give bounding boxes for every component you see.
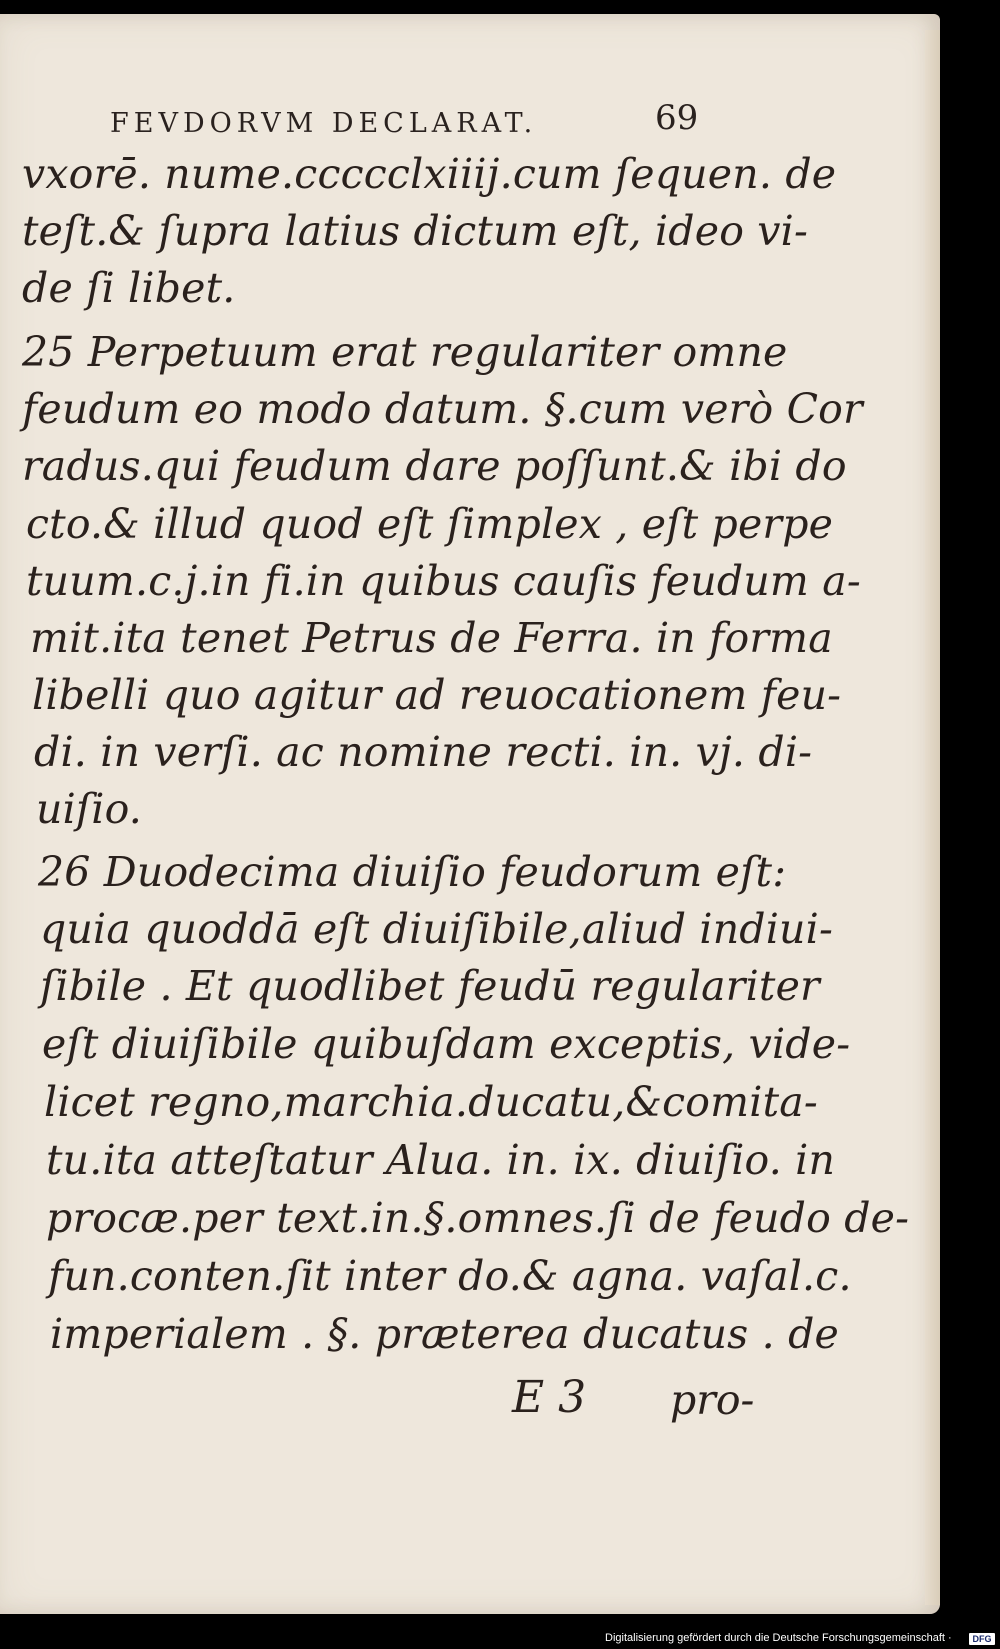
page-number: 69: [655, 98, 699, 138]
text-line: feudum eo modo datum. §.cum verò Cor: [22, 385, 863, 433]
funding-credit: Digitalisierung gefördert durch die Deutsche Forschungsgemeinschaft ·: [605, 1632, 952, 1644]
text-line: de ſi libet.: [22, 264, 236, 312]
text-line: cto.& illud quod eſt ſimplex , eſt perpe: [26, 500, 834, 548]
text-line: 26 Duodecima diuiſio feudorum eſt:: [38, 848, 787, 896]
text-line: uiſio.: [36, 785, 143, 833]
text-line: tuum.c.j.in fi.in quibus cauſis feudum a-: [26, 557, 861, 605]
text-line: di. in verſi. ac nomine recti. in. vj. di-: [34, 728, 813, 776]
signature-mark: E 3: [512, 1372, 587, 1423]
text-line: procæ.per text.in.§.omnes.ſi de feudo de-: [46, 1194, 910, 1242]
running-head: FEVDORVM DECLARAT.: [110, 108, 538, 139]
text-line: vxorē. nume.ccccclxiiij.cum ſequen. de: [22, 150, 837, 198]
text-line: eſt diuiſibile quibuſdam exceptis, vide-: [42, 1020, 851, 1068]
text-line: licet regno,marchia.ducatu,&comita-: [44, 1078, 818, 1126]
text-line: quia quoddā eſt diuiſibile,aliud indiui-: [40, 905, 834, 953]
text-line: radus.qui feudum dare poſſunt.& ibi do: [22, 442, 847, 490]
text-line: 25 Perpetuum erat regulariter omne: [22, 328, 788, 376]
text-line: imperialem . §. præterea ducatus . de: [50, 1310, 840, 1358]
text-line: libelli quo agitur ad reuocationem feu-: [32, 671, 842, 719]
text-line: teſt.& ſupra latius dictum eſt, ideo vi-: [22, 207, 809, 255]
text-line: tu.ita atteſtatur Alua. in. ix. diuiſio. in: [46, 1136, 836, 1184]
text-line: mit.ita tenet Petrus de Ferra. in forma: [30, 614, 833, 662]
catchword: pro-: [670, 1376, 755, 1424]
page-edge: [925, 30, 940, 1605]
text-line: fun.conten.ſit inter do.& agna. vaſal.c.: [48, 1252, 852, 1300]
text-line: ſibile . Et quodlibet feudū regulariter: [40, 962, 820, 1010]
dfg-logo: DFG: [969, 1633, 995, 1645]
